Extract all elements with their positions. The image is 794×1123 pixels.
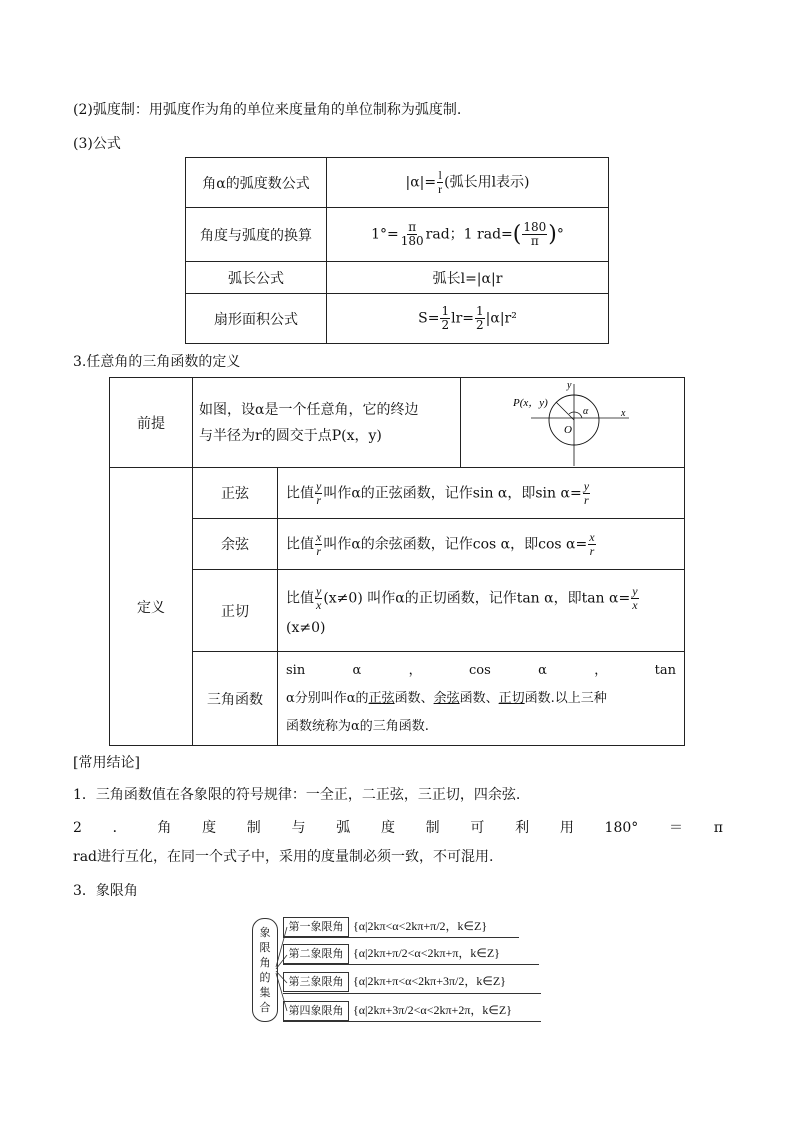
trig-line-3: 函数统称为α的三角函数. (286, 718, 429, 734)
denominator: π (530, 234, 539, 248)
numerator: y (316, 584, 322, 598)
side-label-char: 集 (259, 986, 271, 999)
denominator: x (316, 598, 322, 612)
text: 函数、 (394, 690, 434, 706)
c2-char: 用 (559, 820, 574, 836)
table-row (186, 208, 609, 262)
c2-char: π (713, 820, 723, 836)
c2-char: 利 (515, 820, 530, 836)
text: (弧长用l表示) (444, 174, 530, 191)
q3-set: {α|2kπ+π<α<2kπ+3π/2，k∈Z} (353, 974, 506, 988)
premise-cell (193, 378, 685, 468)
c2-char: ＝ (669, 820, 683, 836)
formula-table (185, 157, 609, 344)
c2-char: 角 (157, 820, 172, 836)
unit-circle-svg (461, 378, 681, 467)
fraction (400, 221, 425, 248)
paren: ( (512, 222, 522, 247)
text: |α|r² (485, 310, 517, 327)
numerator: y (316, 478, 322, 493)
tan-condition: (x≠0) (286, 620, 326, 636)
c2-char: 度 (380, 820, 395, 836)
numerator: y (632, 584, 638, 598)
conclusion-1: 1．三角函数值在各象限的符号规律：一全正，二正弦，三正切，四余弦. (73, 787, 521, 803)
sin-definition (278, 468, 685, 519)
conclusion-2-line-2: rad进行互化，在同一个式子中，采用的度量制必须一致，不可混用. (73, 849, 494, 865)
text: 1°= (371, 226, 399, 243)
numerator: π (408, 220, 417, 234)
row-label: 角α的弧度数公式 (186, 158, 327, 208)
cos-label: 余弦 (193, 519, 278, 570)
text: rad；1 rad= (425, 226, 513, 243)
denominator: r (584, 492, 589, 507)
origin-label: O (564, 424, 572, 436)
row-label: 角度与弧度的换算 (186, 208, 327, 262)
premise-label: 前提 (110, 378, 193, 468)
q2-label: 第二象限角 (283, 944, 349, 964)
numerator: 1 (441, 304, 450, 318)
c2-char: 180° (604, 820, 639, 836)
premise-wrap (193, 378, 684, 467)
tan-definition (278, 570, 685, 652)
text: 比值 (286, 485, 314, 501)
text: α (352, 662, 362, 678)
fraction (588, 531, 595, 558)
fraction (315, 480, 322, 507)
row-value: 弧长l=|α|r (327, 262, 609, 294)
terminal-side (556, 402, 574, 420)
table-row (110, 570, 685, 652)
table-row (186, 262, 609, 294)
side-label-char: 角 (259, 956, 271, 969)
denominator: r (316, 543, 321, 558)
answer-sin: 正弦 (368, 690, 395, 706)
text: 比值 (286, 590, 314, 607)
answer-cos: 余弦 (433, 690, 460, 706)
numerator: y (583, 478, 590, 493)
table-row (110, 652, 685, 746)
fraction (440, 305, 450, 332)
divider (283, 937, 519, 938)
y-label: y (567, 380, 572, 391)
table-row (110, 519, 685, 570)
premise-text (193, 378, 461, 467)
c2-char: 2 (73, 820, 82, 836)
denominator: 2 (441, 318, 450, 332)
fraction (522, 221, 547, 248)
common-title: [常用结论] (73, 755, 140, 771)
text: lr= (451, 310, 475, 327)
denominator: r (438, 182, 443, 196)
conclusion-3: 3．象限角 (73, 883, 138, 899)
divider (283, 993, 541, 994)
fraction (475, 305, 485, 332)
numerator: x (316, 529, 322, 544)
text: 叫作α的正弦函数，记作sin α，即sin α= (323, 485, 582, 501)
numerator: l (438, 168, 442, 182)
denominator: r (589, 543, 595, 558)
cos-definition (278, 519, 685, 570)
trig-line-2 (286, 685, 676, 713)
radian-definition: (2)弧度制：用弧度作为角的单位来度量角的单位制称为弧度制. (73, 102, 462, 118)
fraction (315, 531, 322, 558)
q1-set: {α|2kπ<α<2kπ+π/2，k∈Z} (353, 919, 488, 933)
row-value (327, 158, 609, 208)
q3-label: 第三象限角 (283, 972, 349, 992)
text: 比值 (286, 536, 314, 552)
side-label-char: 限 (259, 941, 271, 954)
numerator: x (589, 529, 595, 544)
table-row (186, 294, 609, 344)
q2-set: {α|2kπ+π/2<α<2kπ+π，k∈Z} (353, 946, 500, 960)
numerator: 180 (523, 220, 547, 234)
text: (x≠0) 叫作α的正切函数，记作tan α，即tan α= (323, 590, 631, 607)
point-label: P(x，y) (513, 397, 548, 409)
tan-line (286, 585, 676, 612)
definition-table (109, 377, 685, 746)
row-label: 弧长公式 (186, 262, 327, 294)
c2-char: 制 (425, 820, 440, 836)
text: ， (594, 662, 608, 678)
text: S= (418, 310, 440, 327)
denominator: 180 (400, 234, 424, 248)
c2-char: 弧 (336, 820, 351, 836)
text: 函数、 (459, 690, 499, 706)
alpha-label: α (583, 406, 589, 417)
numerator: 1 (476, 304, 484, 318)
text: α (538, 662, 547, 678)
row-label: 扇形面积公式 (186, 294, 327, 344)
trig-label: 三角函数 (193, 652, 278, 746)
q4-label: 第四象限角 (283, 1001, 349, 1021)
side-label-char: 的 (259, 971, 271, 984)
paren: ) (548, 222, 557, 247)
formula-heading: (3)公式 (73, 136, 121, 152)
c2-char: ． (112, 820, 127, 836)
denominator: r (316, 492, 321, 507)
text: |α|= (405, 174, 437, 191)
tan-label: 正切 (193, 570, 278, 652)
side-label-char: 象 (259, 926, 271, 939)
c2-char: 与 (291, 820, 306, 836)
fraction (437, 169, 443, 196)
text: ， (408, 662, 422, 678)
text: 函数.以上三种 (524, 690, 607, 706)
denominator: 2 (476, 318, 484, 332)
text: α分别叫作α的 (286, 690, 369, 706)
premise-line: 与半径为r的圆交于点P(x，y) (199, 427, 382, 444)
text: tan (654, 662, 676, 678)
table-row (110, 378, 685, 468)
fraction (315, 585, 322, 612)
unit-circle-figure (461, 378, 684, 467)
q1-label: 第一象限角 (283, 917, 349, 937)
row-value (327, 208, 609, 262)
text: 叫作α的余弦函数，记作cos α，即cos α= (323, 536, 588, 552)
divider (283, 1021, 541, 1022)
text: ° (556, 226, 564, 243)
side-label-char: 合 (259, 1001, 271, 1014)
x-label: x (621, 408, 626, 419)
table-row (186, 158, 609, 208)
answer-tan: 正切 (498, 690, 525, 706)
trig-line-1 (286, 657, 676, 685)
text: sin (286, 662, 306, 678)
definition-label: 定义 (110, 468, 193, 746)
trig-definition (278, 652, 685, 746)
c2-char: 度 (202, 820, 217, 836)
section-3-title: 3.任意角的三角函数的定义 (73, 354, 241, 370)
c2-char: 可 (470, 820, 485, 836)
fraction (631, 585, 638, 612)
table-row (110, 468, 685, 519)
fraction (583, 480, 590, 507)
denominator: x (632, 598, 638, 612)
premise-line: 如图，设α是一个任意角，它的终边 (199, 401, 419, 418)
text: cos (469, 662, 491, 678)
divider (283, 964, 539, 965)
q4-set: {α|2kπ+3π/2<α<2kπ+2π，k∈Z} (353, 1003, 512, 1017)
row-value (327, 294, 609, 344)
sin-label: 正弦 (193, 468, 278, 519)
conclusion-2-line-1 (73, 818, 723, 838)
c2-char: 制 (246, 820, 261, 836)
